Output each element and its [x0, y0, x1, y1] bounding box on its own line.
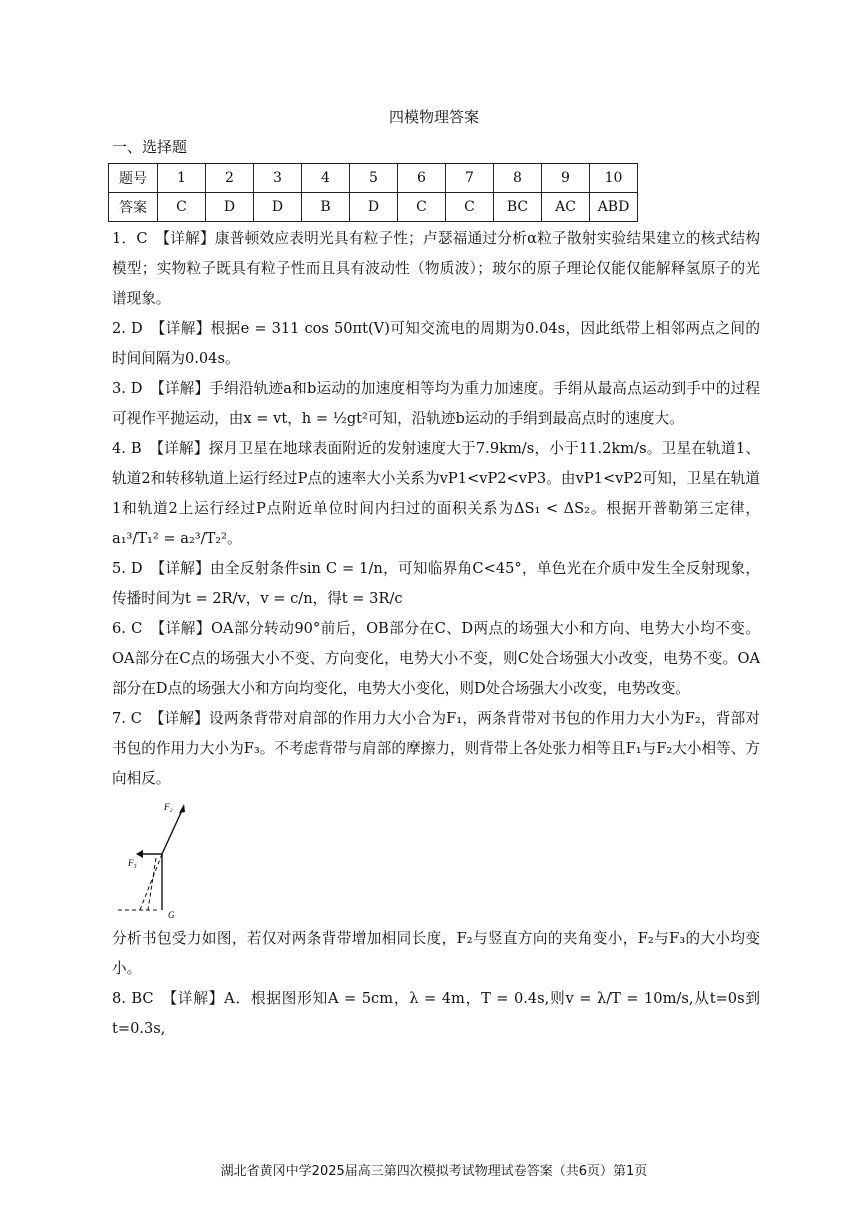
- force-diagram-svg: [112, 800, 232, 924]
- explanation-8: 8. BC 【详解】A．根据图形知A = 5cm，λ = 4m，T = 0.4s,则v = λ/T = 10m/s,从t=0s到t=0.3s,: [112, 990, 760, 1037]
- table-cell: 1: [158, 164, 206, 193]
- page-footer: 湖北省黄冈中学2025届高三第四次模拟考试物理试卷答案（共6页）第1页: [220, 1164, 648, 1179]
- explanation-6: 6. C 【详解】OA部分转动90°前后，OB部分在C、D两点的场强大小和方向、电势大小均不变。OA部分在C点的场强大小不变、方向变化，电势大小不变，则C处合场强大小改变，电势不变。OA部分在D点的场强大小和方向均变化，电势大小变化，则D处合场强大小改变，电势改变。: [112, 620, 760, 697]
- table-cell: 3: [254, 164, 302, 193]
- table-cell: BC: [494, 193, 542, 222]
- table-cell: ABD: [590, 193, 638, 222]
- dashed-line-1: [140, 854, 162, 910]
- table-cell: 10: [590, 164, 638, 193]
- explanation-3: 3. D 【详解】手绢沿轨迹a和b运动的加速度相等均为重力加速度。手绢从最高点运动到手中的过程可视作平抛运动，由x = vt，h = ½gt²可知，沿轨迹b运动的手绢到最高点时的速度大。: [112, 380, 760, 427]
- g-label: G: [168, 910, 175, 920]
- table-cell: 8: [494, 164, 542, 193]
- table-cell: 4: [302, 164, 350, 193]
- row-label: 题号: [109, 164, 158, 193]
- f2-arrowhead: [179, 804, 185, 813]
- f3-label: F₃: [128, 858, 137, 868]
- force-diagram: [112, 794, 760, 924]
- explanation-7: 7. C 【详解】设两条背带对肩部的作用力大小合为F₁，两条背带对书包的作用力大小为F₂，背部对书包的作用力大小为F₃。不考虑背带与肩部的摩擦力，则背带上各处张力相等且F₁与F₂大小相等、方向相反。: [112, 710, 760, 787]
- table-cell: C: [446, 193, 494, 222]
- answer-explanations: [112, 224, 760, 1044]
- table-cell: 5: [350, 164, 398, 193]
- explanation-1: 1．C 【详解】康普顿效应表明光具有粒子性；卢瑟福通过分析α粒子散射实验结果建立的核式结构模型；实物粒子既具有粒子性而且具有波动性（物质波）；玻尔的原子理论仅能仅能解释氢原子的光谱现象。: [112, 230, 760, 307]
- table-row: [109, 164, 638, 193]
- table-cell: 9: [542, 164, 590, 193]
- table-cell: D: [254, 193, 302, 222]
- table-cell: D: [206, 193, 254, 222]
- explanation-5: 5. D 【详解】由全反射条件sin C = 1/n，可知临界角C<45°，单色光在介质中发生全反射现象，传播时间为t = 2R/v，v = c/n，得t = 3R/c: [112, 560, 760, 607]
- f2-label: F₂: [164, 802, 173, 812]
- table-cell: B: [302, 193, 350, 222]
- f2-arrow: [162, 806, 184, 854]
- answer-table: [108, 163, 638, 222]
- page-title: 四模物理答案: [388, 108, 479, 126]
- table-cell: AC: [542, 193, 590, 222]
- explanation-4: 4. B 【详解】探月卫星在地球表面附近的发射速度大于7.9km/s，小于11.2km/s。卫星在轨道1、轨道2和转移轨道上运行经过P点的速率大小关系为vP1<vP2<vP3。由vP1<vP2可知，卫星在轨道1和轨道2上运行经过P点附近单位时间内扫过的面积关系为ΔS₁ < ΔS₂。根据开普勒第三定律，a₁³/T₁² = a₂³/T₂²。: [112, 440, 760, 547]
- explanation-7-analysis: 分析书包受力如图，若仅对两条背带增加相同长度，F₂与竖直方向的夹角变小，F₂与F₃的大小均变小。: [112, 930, 760, 977]
- explanation-2: 2. D 【详解】根据e = 311 cos 50πt(V)可知交流电的周期为0.04s，因此纸带上相邻两点之间的时间间隔为0.04s。: [112, 320, 760, 367]
- table-cell: C: [158, 193, 206, 222]
- table-row: [109, 193, 638, 222]
- table-cell: C: [398, 193, 446, 222]
- table-cell: D: [350, 193, 398, 222]
- table-cell: 2: [206, 164, 254, 193]
- f3-arrowhead: [136, 850, 143, 858]
- section-heading: 一、选择题: [112, 138, 188, 156]
- table-cell: 6: [398, 164, 446, 193]
- row-label: 答案: [109, 193, 158, 222]
- dashed-line-2: [148, 858, 156, 910]
- table-cell: 7: [446, 164, 494, 193]
